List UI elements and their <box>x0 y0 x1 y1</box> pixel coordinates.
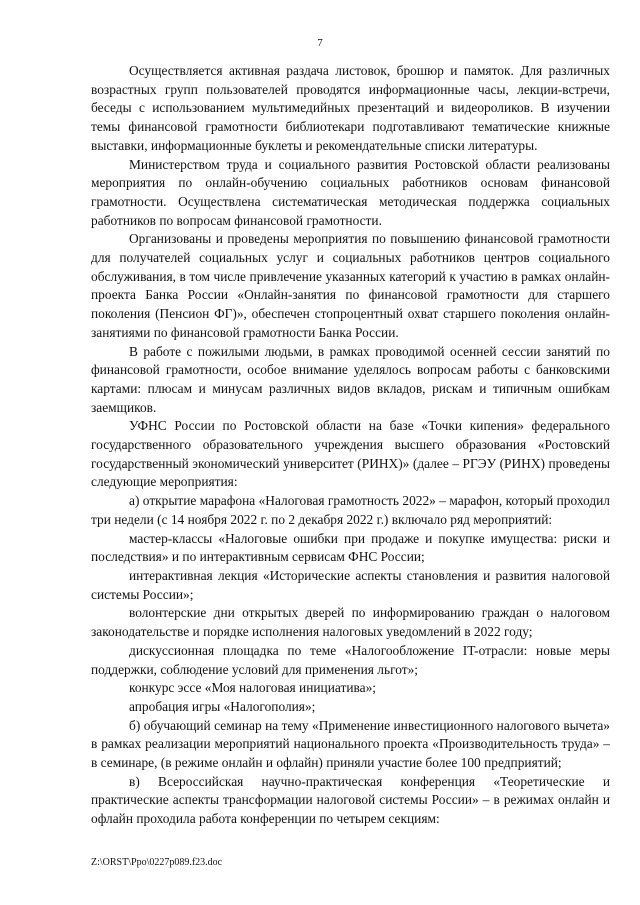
list-item: б) обучающий семинар на тему «Применение инвестиционного налогового вычета» в рамках реализации мероприятий национального проекта «Производительность труда» – в семинаре, (в режиме онлайн и офлайн) приняли участие более 100 предприятий; <box>91 717 610 771</box>
document-body <box>91 62 610 829</box>
list-item: мастер-классы «Налоговые ошибки при продаже и покупке имущества: риски и последствия» и по интерактивным сервисам ФНС России; <box>91 530 610 565</box>
list-item: апробация игры «Налогополия»; <box>129 698 316 714</box>
list-item: волонтерские дни открытых дверей по информированию граждан о налоговом законодательстве и порядке исполнения налоговых уведомлений в 2022 году; <box>91 605 610 640</box>
list-item: в) Всероссийская научно-практическая конференция «Теоретические и практические аспекты трансформации налоговой системы России» – в режимах онлайн и офлайн проходила работа конференции по четырем секциям: <box>91 773 610 827</box>
paragraph: В работе с пожилыми людьми, в рамках проводимой осенней сессии занятий по финансовой грамотности, особое внимание уделялось вопросам работы с банковскими картами: плюсам и минусам различных видов вкладов, рискам и типичным ошибкам заемщиков. <box>91 343 610 415</box>
page-number: 7 <box>317 37 323 49</box>
list-item: интерактивная лекция «Исторические аспекты становления и развития налоговой системы России»; <box>91 567 610 602</box>
paragraph: УФНС России по Ростовской области на базе «Точки кипения» федерального государственного образовательного учреждения высшего образования «Ростовский государственный экономический университет (РИНХ)» (далее – РГЭУ (РИНХ) проведены следующие мероприятия: <box>91 418 610 490</box>
list-item: а) открытие марафона «Налоговая грамотность 2022» – марафон, который проходил три недели (с 14 ноября 2022 г. по 2 декабря 2022 г.) включало ряд мероприятий: <box>91 493 610 527</box>
paragraph: Организованы и проведены мероприятия по повышению финансовой грамотности для получателей социальных услуг и социальных работников центров социального обслуживания, в том числе привлечение указанных категорий к участию в рамках онлайн-проекта Банка России «Онлайн-занятия по финансовой грамотности для старшего поколения (Пенсион ФГ)», обеспечен стопроцентный охват старшего поколения онлайн-занятиями по финансовой грамотности Банка России. <box>91 231 610 340</box>
list-item: дискуссионная площадка по теме «Налогообложение IT-отрасли: новые меры поддержки, соблюдение условий для применения льгот»; <box>91 642 610 677</box>
paragraph: Осуществляется активная раздача листовок, брошюр и памяток. Для различных возрастных групп пользователей проводятся информационные часы, лекции-встречи, беседы с использованием мультимедийных презентаций и видеороликов. В изучении темы финансовой грамотности библиотекари подготавливают тематические книжные выставки, информационные буклеты и рекомендательные списки литературы. <box>91 63 610 153</box>
paragraph: Министерством труда и социального развития Ростовской области реализованы мероприятия по онлайн-обучению социальных работников основам финансовой грамотности. Осуществлена систематическая методическая поддержка социальных работников по вопросам финансовой грамотности. <box>91 156 610 228</box>
footer-file-path: Z:\ORST\Ppo\0227p089.f23.doc <box>91 857 223 868</box>
list-item: конкурс эссе «Моя налоговая инициатива»; <box>129 680 376 696</box>
